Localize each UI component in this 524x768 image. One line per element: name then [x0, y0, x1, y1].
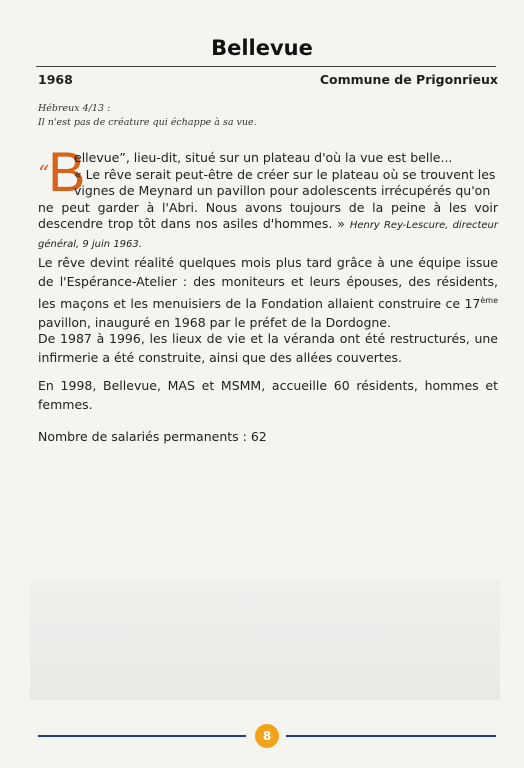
- lead-citation: Henry Rey-Lescure, directeur général, 9 juin 1963.: [38, 220, 498, 250]
- lead-line-2: « Le rêve serait peut-être de créer sur le plateau où se trouvent les: [74, 166, 496, 182]
- footer-rule-left: [38, 735, 246, 737]
- year-label: 1968: [38, 72, 73, 87]
- paragraph-realisation: [38, 253, 498, 332]
- paragraph-salaries: Nombre de salariés permanents : 62: [38, 429, 267, 444]
- epigraph: [38, 102, 338, 130]
- paragraph-realisation-end: pavillon, inauguré en 1968 par le préfet de la Dordogne.: [38, 315, 391, 331]
- opening-quote-mark: “: [38, 162, 50, 187]
- lead-paragraph: [38, 150, 498, 253]
- superscript-eme: ème: [480, 296, 498, 305]
- lead-line-3: vignes de Meynard un pavillon pour adolescents irrécupérés qu'on: [74, 183, 491, 198]
- lead-rest: ne peut garder à l'Abri. Nous avons toujours de la peine à les voir descendre trop tôt dans nos asiles d'hommes. »: [38, 199, 498, 231]
- commune-label: Commune de Prigonrieux: [319, 72, 498, 87]
- footer-rule-right: [286, 735, 496, 737]
- faded-background-image: [30, 580, 500, 700]
- page-title: Bellevue: [211, 36, 313, 60]
- header-rule: [36, 66, 496, 67]
- drop-cap: B: [48, 140, 86, 203]
- epigraph-reference: Hébreux 4/13 :: [38, 103, 111, 114]
- epigraph-text: Il n'est pas de créature qui échappe à sa vue.: [38, 117, 257, 128]
- page-number-badge: 8: [255, 724, 279, 748]
- paragraph-realisation-text: Le rêve devint réalité quelques mois plus tard grâce à une équipe issue de l'Espérance-Atelier : des moniteurs et leurs épouses, des résidents, les maçons et les menuisiers de la Fondation allaient construire ce 17: [38, 255, 498, 312]
- paragraph-restructuration: De 1987 à 1996, les lieux de vie et la véranda ont été restructurés, une infirmerie a été construite, ainsi que des allées couvertes.: [38, 331, 498, 365]
- paragraph-1998: En 1998, Bellevue, MAS et MSMM, accueille 60 résidents, hommes et femmes.: [38, 378, 498, 412]
- lead-line-1: ellevue”, lieu-dit, situé sur un plateau d'où la vue est belle...: [74, 150, 453, 165]
